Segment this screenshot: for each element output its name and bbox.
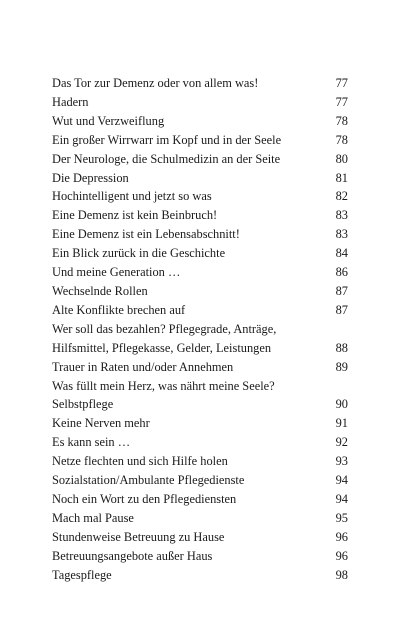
table-of-contents xyxy=(52,74,348,584)
toc-entry xyxy=(52,206,348,225)
toc-entry xyxy=(52,282,348,301)
toc-entry-title: Stundenweise Betreuung zu Hause xyxy=(52,529,225,544)
toc-entry xyxy=(52,490,348,509)
toc-entry-title: Mach mal Pause xyxy=(52,510,134,525)
toc-entry-page: 81 xyxy=(335,170,348,185)
toc-entry xyxy=(52,528,348,547)
toc-entry xyxy=(52,377,348,415)
toc-entry xyxy=(52,74,348,93)
toc-entry xyxy=(52,433,348,452)
toc-entry xyxy=(52,414,348,433)
toc-entry-title: Und meine Generation … xyxy=(52,265,181,280)
toc-entry xyxy=(52,244,348,263)
toc-entry xyxy=(52,93,348,112)
toc-entry-page: 84 xyxy=(335,246,348,261)
toc-entry-title: Ein großer Wirrwarr im Kopf und in der Seele xyxy=(52,132,282,147)
toc-entry-title: Hadern xyxy=(52,94,89,109)
toc-entry xyxy=(52,112,348,131)
toc-entry-page: 88 xyxy=(335,340,348,355)
toc-entry-page: 78 xyxy=(335,113,348,128)
toc-entry xyxy=(52,225,348,244)
toc-entry-page: 93 xyxy=(335,454,348,469)
toc-entry-page: 96 xyxy=(335,548,348,563)
toc-entry-page: 80 xyxy=(335,151,348,166)
toc-entry-page: 87 xyxy=(335,283,348,298)
toc-entry-page: 77 xyxy=(335,94,348,109)
toc-entry-title: Trauer in Raten und/oder Annehmen xyxy=(52,359,234,374)
toc-entry-title: Wut und Verzweiflung xyxy=(52,113,165,128)
toc-entry-page: 90 xyxy=(335,397,348,412)
toc-entry-page: 98 xyxy=(335,567,348,582)
toc-entry-title: Der Neurologe, die Schulmedizin an der Seite xyxy=(52,151,281,166)
toc-entry-title: Keine Nerven mehr xyxy=(52,416,150,431)
toc-entry xyxy=(52,301,348,320)
toc-entry-title: Alte Konflikte brechen auf xyxy=(52,302,186,317)
toc-entry xyxy=(52,358,348,377)
toc-entry-title: Das Tor zur Demenz oder von allem was! xyxy=(52,76,259,90)
toc-entry xyxy=(52,169,348,188)
toc-entry xyxy=(52,509,348,528)
toc-entry xyxy=(52,547,348,566)
toc-entry xyxy=(52,187,348,206)
toc-entry-title: Eine Demenz ist ein Lebensabschnitt! xyxy=(52,227,240,242)
toc-entry-page: 96 xyxy=(335,529,348,544)
toc-entry-title: Hochintelligent und jetzt so was xyxy=(52,189,212,204)
toc-entry xyxy=(52,566,348,585)
toc-entry xyxy=(52,471,348,490)
toc-entry-page: 82 xyxy=(335,189,348,204)
toc-entry-title: Es kann sein … xyxy=(52,435,131,450)
toc-entry-title: Noch ein Wort zu den Pflegediensten xyxy=(52,491,237,506)
toc-entry-title: Ein Blick zurück in die Geschichte xyxy=(52,246,226,261)
toc-entry xyxy=(52,452,348,471)
toc-entry-page: 94 xyxy=(335,473,348,488)
toc-entry-page: 83 xyxy=(335,208,348,223)
toc-entry-title: Netze flechten und sich Hilfe holen xyxy=(52,454,228,469)
toc-entry xyxy=(52,320,348,358)
toc-entry-title: Wechselnde Rollen xyxy=(52,283,148,298)
toc-entry-page: 77 xyxy=(335,76,348,90)
toc-entry-page: 78 xyxy=(335,132,348,147)
toc-entry-title: Was füllt mein Herz, was nährt meine Seele? Selbstpflege xyxy=(52,378,275,412)
toc-entry-title: Sozialstation/Ambulante Pflegedienste xyxy=(52,473,245,488)
toc-entry-page: 89 xyxy=(335,359,348,374)
toc-entry-title: Eine Demenz ist kein Beinbruch! xyxy=(52,208,218,223)
toc-entry xyxy=(52,263,348,282)
toc-entry xyxy=(52,150,348,169)
toc-entry-page: 87 xyxy=(335,302,348,317)
toc-entry xyxy=(52,131,348,150)
toc-entry-page: 83 xyxy=(335,227,348,242)
toc-entry-page: 86 xyxy=(335,265,348,280)
toc-entry-title: Die Depression xyxy=(52,170,129,185)
toc-entry-page: 91 xyxy=(335,416,348,431)
toc-entry-page: 92 xyxy=(335,435,348,450)
toc-entry-page: 94 xyxy=(335,491,348,506)
toc-entry-title: Wer soll das bezahlen? Pflegegrade, Anträge, Hilfsmittel, Pflegekasse, Gelder, Leistungen xyxy=(52,321,277,355)
toc-entry-title: Betreuungsangebote außer Haus xyxy=(52,548,213,563)
toc-entry-title: Tagespflege xyxy=(52,567,112,582)
toc-entry-page: 95 xyxy=(335,510,348,525)
